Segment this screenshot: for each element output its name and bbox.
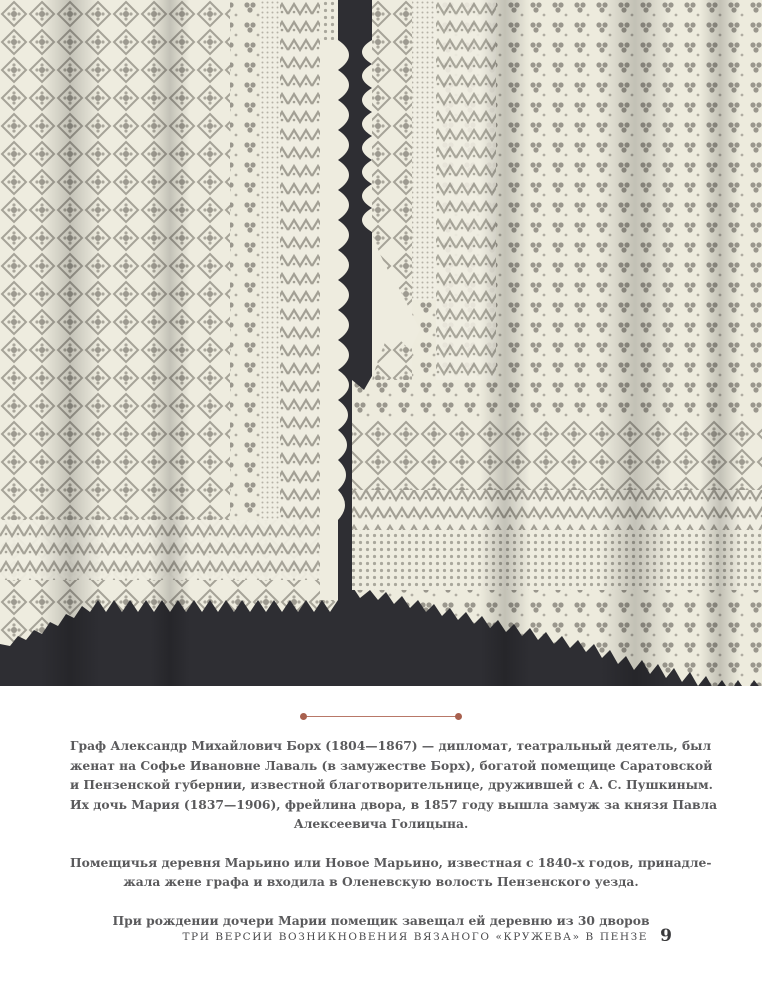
divider-dot-left: [300, 713, 307, 720]
caption-line: и Пензенской губернии, известной благотворительнице, дружившей с А. С. Пушкиным.: [70, 777, 713, 792]
caption-line: женат на Софье Ивановне Лаваль (в замужестве Борх), богатой помещице Саратовской: [70, 757, 713, 773]
page-number: 9: [660, 926, 672, 946]
caption-paragraph: [70, 853, 712, 892]
caption-line: Помещичья деревня Марьино или Новое Марьино, известная с 1840-х годов, принадле-: [70, 854, 712, 870]
caption-line: Их дочь Мария (1837—1906), фрейлина двора, в 1857 году вышла замуж за князя Павла: [70, 796, 718, 812]
page-footer: [0, 926, 762, 950]
running-title: ТРИ ВЕРСИИ ВОЗНИКНОВЕНИЯ ВЯЗАНОГО «КРУЖЕВА» В ПЕНЗЕ: [182, 931, 648, 943]
caption-text: [70, 736, 718, 930]
caption-line: жала жене графа и входила в Оленевскую волость Пензенского уезда.: [123, 874, 639, 889]
divider-line: [304, 716, 458, 717]
caption-paragraph: [70, 736, 718, 834]
divider-dot-right: [455, 713, 462, 720]
caption-line: При рождении дочери Марии помещик завещал ей деревню из 30 дворов: [112, 912, 650, 928]
caption-line: Алексеевича Голицына.: [293, 816, 469, 831]
caption-line: Граф Александр Михайлович Борх (1804—1867) — дипломат, театральный деятель, был: [70, 738, 712, 753]
ornamental-divider: [300, 713, 462, 721]
